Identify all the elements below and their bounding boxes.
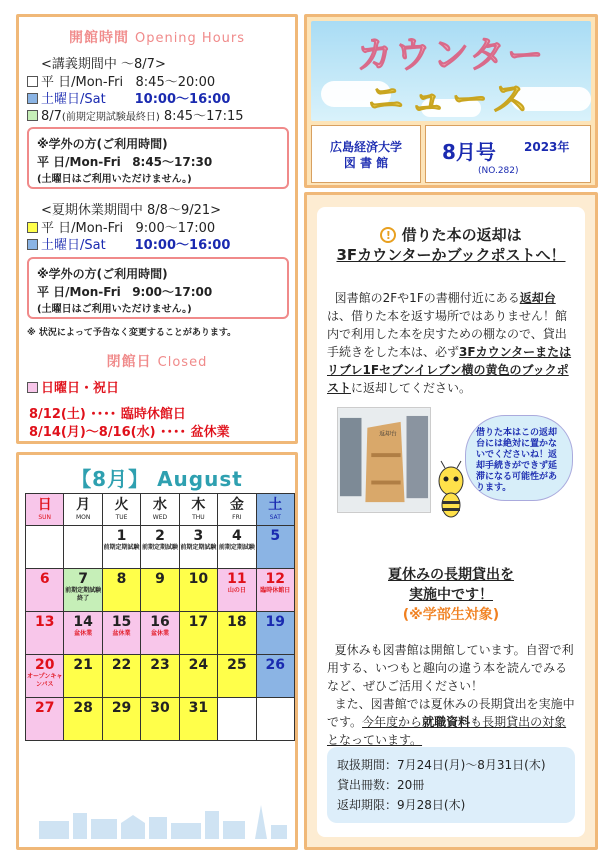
yellow-square-icon <box>27 222 38 233</box>
calendar-day-cell <box>102 526 140 569</box>
issue-month: 8月号 <box>442 140 496 164</box>
news-title-line1: カウンター <box>356 35 546 76</box>
issue-number: (NO.282) <box>478 166 519 176</box>
calendar-day-number: 10 <box>188 571 209 587</box>
exclamation-icon: ! <box>380 227 396 243</box>
calendar-day-cell <box>256 655 294 698</box>
calendar-day-cell <box>26 698 64 741</box>
calendar-day-number: 7 <box>78 571 88 587</box>
library-name: 広島経済大学 図 書 館 <box>311 125 421 183</box>
calendar-week-row <box>26 569 295 612</box>
closed-title: 閉館日 Closed <box>106 354 208 370</box>
calendar-day-cell <box>26 612 64 655</box>
calendar-week-row <box>26 526 295 569</box>
term2-row-weekday: 平 日/Mon-Fri 9:00～17:00 <box>27 217 215 236</box>
calendar-day-cell <box>64 655 102 698</box>
calendar-day-cell <box>102 698 140 741</box>
calendar-day-cell <box>141 569 179 612</box>
closed-date-1: 8/12(土) ････ 臨時休館日 <box>29 407 186 422</box>
term1-row-aug7: 8/7(前期定期試験最終日) 8:45～17:15 <box>27 105 244 124</box>
calendar-day-cell <box>64 612 102 655</box>
sky-banner <box>311 21 591 121</box>
long-loan-paragraph: 夏休みも図書館は開館しています。自習で利用する、いつもと趣向の違う本を読んでみるなど、ぜひご活用ください！ また、図書館では夏休みの長期貸出を実施中です。今年度から就職資料も長期貸出の対象となっています。 <box>327 643 575 747</box>
calendar-day-number: 31 <box>188 700 209 716</box>
blue-square-icon <box>27 239 38 250</box>
calendar-day-cell <box>256 612 294 655</box>
calendar-day-cell <box>141 612 179 655</box>
term1-row-weekday: 平 日/Mon-Fri 8:45～20:00 <box>27 71 215 90</box>
change-notice: ※ 状況によって予告なく変更することがあります。 <box>27 328 237 338</box>
opening-hours-title: 開館時間 Opening Hours <box>68 30 246 46</box>
visitor-hours-box-2: ※学外の方(ご利用時間) 平 日/Mon-Fri 9:00～17:00 (土曜日はご利用いただけません。) <box>27 257 289 319</box>
calendar-day-cell <box>26 655 64 698</box>
weekday-sat: 土 SAT <box>256 494 294 526</box>
weekday-wed: 水 WED <box>141 494 179 526</box>
blue-square-icon <box>27 93 38 104</box>
term2-row-saturday: 土曜日/Sat 10:00～16:00 <box>27 234 230 253</box>
opening-hours-panel <box>16 14 298 444</box>
calendar-event-label: 山の日 <box>227 587 246 594</box>
calendar-day-number: 18 <box>227 614 247 630</box>
calendar-title: 【8月】 August <box>71 467 243 491</box>
issue-year: 2023年 <box>524 140 570 154</box>
calendar-day-number: 21 <box>73 657 93 673</box>
calendar-day-cell <box>64 698 102 741</box>
term1-label: <講義期間中 ～8/7> <box>41 57 166 72</box>
visitor-hours-box: ※学外の方(ご利用時間) 平 日/Mon-Fri 8:45～17:30 (土曜日はご利用いただけません。) <box>27 127 289 189</box>
calendar-day-cell <box>179 569 217 612</box>
calendar-day-cell <box>102 569 140 612</box>
warning-bubble: 借りた本はこの返却台には絶対に置かないでくださいね！返却手続きができず延滞になる可能性があります。 <box>465 415 573 501</box>
calendar-day-cell <box>102 655 140 698</box>
calendar-day-cell <box>141 698 179 741</box>
loan-info-box: 取扱期間：7月24日(月)～8月31日(木) 貸出冊数：20冊 返却期限：9月28日(木) <box>327 747 575 823</box>
weekday-header-row <box>26 494 295 526</box>
weekday-mon: 月 MON <box>64 494 102 526</box>
calendar-day-number: 22 <box>111 657 132 673</box>
calendar-day-cell <box>179 526 217 569</box>
closed-date-2: 8/14(月)～8/16(水) ････ 盆休業 <box>29 425 230 440</box>
calendar-day-number: 8 <box>116 571 127 587</box>
calendar-day-number: 2 <box>155 528 165 544</box>
issue-info <box>425 125 591 183</box>
calendar-day-number: 17 <box>188 614 209 630</box>
svg-text:返却台: 返却台 <box>379 431 397 438</box>
calendar-day-cell <box>64 569 102 612</box>
calendar-event-label: 盆休業 <box>74 630 93 637</box>
calendar-day-number: 25 <box>227 657 247 673</box>
notice-inner <box>317 207 585 837</box>
pink-square-icon <box>27 382 38 393</box>
calendar-day-cell <box>179 698 217 741</box>
calendar-day-number: 26 <box>265 657 285 673</box>
term2-label: <夏期休業期間中 8/8～9/21> <box>41 203 222 218</box>
calendar-day-number: 3 <box>193 528 204 544</box>
calendar-day-number: 15 <box>111 614 132 630</box>
calendar-day-cell <box>26 569 64 612</box>
calendar-day-number: 11 <box>227 571 247 587</box>
calendar-day-cell <box>141 655 179 698</box>
calendar-day-cell <box>141 526 179 569</box>
calendar-week-row <box>26 612 295 655</box>
calendar-event-label: 臨時休館日 <box>260 587 291 594</box>
city-skyline-icon <box>29 799 289 839</box>
calendar-day-number: 13 <box>34 614 55 630</box>
weekday-fri: 金 FRI <box>218 494 256 526</box>
calendar-event-label: 前期定期試験 <box>180 544 217 551</box>
calendar-day-cell <box>218 526 256 569</box>
long-loan-heading: 夏休みの長期貸出を 実施中です！ (※学部生対象) <box>388 567 514 623</box>
calendar-day-number: 1 <box>116 528 127 544</box>
calendar-day-cell <box>256 526 294 569</box>
calendar-event-label: 前期定期試験 <box>218 544 255 551</box>
calendar-day-cell <box>102 612 140 655</box>
return-heading: ! 借りた本の返却は 3Fカウンターかブックポストへ！ <box>336 226 566 264</box>
calendar-day-number: 24 <box>188 657 209 673</box>
calendar-day-number: 9 <box>155 571 165 587</box>
green-square-icon <box>27 110 38 121</box>
calendar-day-number: 28 <box>73 700 93 716</box>
calendar-day-cell <box>218 569 256 612</box>
closed-days: 日曜日・祝日 <box>27 377 119 396</box>
calendar-event-label: 前期定期試験 <box>103 544 140 551</box>
calendar-event-label: オープンキャンパス <box>26 673 63 688</box>
calendar-day-number: 23 <box>150 657 170 673</box>
weekday-thu: 木 THU <box>179 494 217 526</box>
calendar-day-number: 4 <box>231 528 242 544</box>
calendar-day-number: 12 <box>265 571 285 587</box>
return-paragraph: 図書館の2Fや1Fの書棚付近にある返却台は、借りた本を返す場所ではありません！館内で利用した本を戻すための棚なので、貸出手続きをした本は、必ず3Fカウンターまたはリブレ1Fセブンイレブン横の黄色のブックポストに返却してください。 <box>327 291 572 395</box>
calendar-day-number: 29 <box>111 700 132 716</box>
calendar-event-label: 盆休業 <box>150 630 169 637</box>
calendar-day-cell <box>218 698 256 741</box>
notice-panel <box>304 192 598 850</box>
calendar-day-number: 20 <box>34 657 55 673</box>
white-square-icon <box>27 76 38 87</box>
calendar-week-row <box>26 655 295 698</box>
calendar-day-cell <box>256 569 294 612</box>
calendar-day-number: 5 <box>270 528 281 544</box>
weekday-sun: 日 SUN <box>26 494 64 526</box>
calendar-event-label: 盆休業 <box>112 630 131 637</box>
calendar-panel <box>16 452 298 850</box>
calendar-grid <box>25 493 295 741</box>
calendar-day-number: 6 <box>39 571 50 587</box>
calendar-event-label: 前期定期試験終了 <box>65 587 102 602</box>
counter-news-header <box>304 14 598 188</box>
calendar-day-cell <box>26 526 64 569</box>
calendar-event-label: 前期定期試験 <box>141 544 178 551</box>
calendar-day-cell <box>218 655 256 698</box>
calendar-day-cell <box>179 655 217 698</box>
calendar-day-cell <box>218 612 256 655</box>
weekday-tue: 火 TUE <box>102 494 140 526</box>
calendar-day-number: 19 <box>265 614 285 630</box>
calendar-day-number: 27 <box>34 700 55 716</box>
term1-row-saturday: 土曜日/Sat 10:00～16:00 <box>27 88 230 107</box>
calendar-day-cell <box>64 526 102 569</box>
calendar-day-number: 30 <box>150 700 170 716</box>
return-shelf-photo <box>337 407 431 513</box>
news-title-line2: ニュース <box>367 79 535 120</box>
calendar-day-cell <box>179 612 217 655</box>
calendar-week-row <box>26 698 295 741</box>
calendar-day-cell <box>256 698 294 741</box>
calendar-day-number: 14 <box>73 614 93 630</box>
calendar-day-number: 16 <box>150 614 170 630</box>
